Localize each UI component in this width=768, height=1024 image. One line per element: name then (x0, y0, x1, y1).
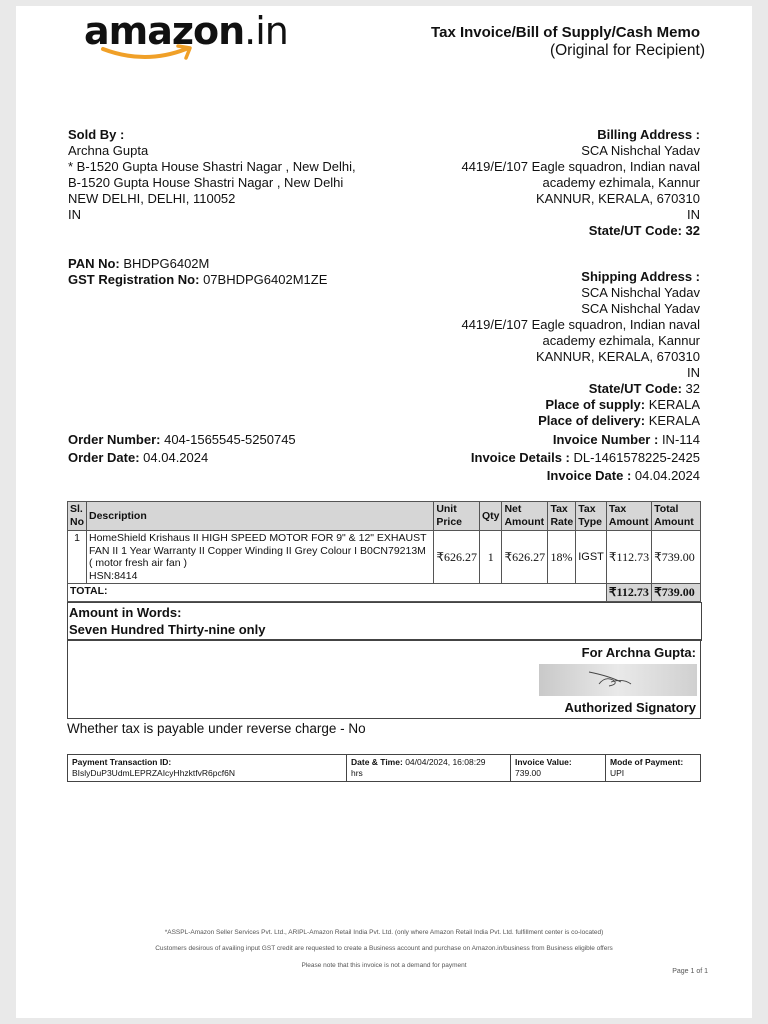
seller-label: Sold By : (68, 127, 125, 142)
table-total-row (68, 584, 701, 602)
shipping-state-code: 32 (685, 381, 700, 396)
item-description: HomeShield Krishaus II HIGH SPEED MOTOR FOR 9" & 12" EXHAUST FAN II 1 Year Warranty II Copper Winding II Grey Colour I B0CN79213M ( motor fresh air fan ) (89, 532, 427, 569)
header-tax-type: Tax Type (576, 502, 607, 531)
header-net-amount: Net Amount (502, 502, 548, 531)
cell-qty: 1 (479, 531, 502, 584)
payment-mode: UPI (610, 768, 625, 778)
billing-address-line-1: 4419/E/107 Eagle squadron, Indian naval (461, 159, 700, 174)
payment-datetime: 04/04/2024, 16:08:29 (405, 757, 486, 767)
cell-total-amount: ₹739.00 (652, 531, 701, 584)
payment-table (67, 754, 701, 782)
invoice-info-block (380, 431, 700, 485)
amazon-smile-icon (100, 43, 196, 63)
amount-in-words-box (67, 602, 702, 641)
seller-country: IN (68, 207, 81, 222)
signatory-for: For Archna Gupta: (581, 645, 696, 660)
shipping-address-line-3: KANNUR, KERALA, 670310 (535, 349, 700, 364)
cell-tax-type: IGST (576, 531, 607, 584)
shipping-country: IN (687, 365, 700, 380)
payment-mode-cell (606, 755, 701, 782)
billing-state-label: State/UT Code: (588, 223, 682, 238)
amount-words-value: Seven Hundred Thirty-nine only (69, 622, 266, 637)
cell-net-amount: ₹626.27 (502, 531, 548, 584)
item-hsn: HSN:8414 (89, 569, 138, 582)
place-of-delivery-label: Place of delivery: (538, 413, 646, 428)
payment-datetime-cell (347, 755, 511, 782)
amount-words-label: Amount in Words: (69, 605, 182, 620)
logo-name: amazon (84, 9, 245, 53)
place-of-delivery: KERALA (648, 413, 700, 428)
table-header-row (68, 502, 701, 531)
payment-mode-label: Mode of Payment: (610, 757, 684, 767)
payment-row (68, 755, 701, 782)
signatory-box (67, 639, 701, 719)
cell-unit-price: ₹626.27 (434, 531, 480, 584)
cell-tax-amount: ₹112.73 (606, 531, 651, 584)
billing-address-line-2: academy ezhimala, Kannur (542, 175, 700, 190)
shipping-state-label: State/UT Code: (588, 381, 682, 396)
billing-name: SCA Nishchal Yadav (581, 143, 700, 158)
seller-block (68, 127, 398, 223)
shipping-address-line-2: academy ezhimala, Kannur (542, 333, 700, 348)
shipping-name-1: SCA Nishchal Yadav (581, 285, 700, 300)
total-amount: ₹739.00 (652, 584, 701, 602)
shipping-label: Shipping Address : (581, 269, 700, 284)
seller-name: Archna Gupta (68, 143, 149, 158)
gst-label: GST Registration No: (68, 272, 200, 287)
order-date-label: Order Date: (68, 450, 140, 465)
cell-tax-rate: 18% (548, 531, 576, 584)
invoice-title: Tax Invoice/Bill of Supply/Cash Memo (431, 24, 700, 41)
pan-label: PAN No: (68, 256, 120, 271)
header-description: Description (87, 502, 434, 531)
payment-txn-label: Payment Transaction ID: (72, 757, 172, 767)
invoice-details: DL-1461578225-2425 (573, 450, 700, 465)
pan-value: BHDPG6402M (123, 256, 210, 271)
payment-txn-cell (68, 755, 347, 782)
shipping-block (400, 269, 700, 429)
header-qty: Qty (479, 502, 502, 531)
order-date: 04.04.2024 (143, 450, 209, 465)
table-row (68, 531, 701, 584)
place-of-supply-label: Place of supply: (545, 397, 646, 412)
payment-value-cell (511, 755, 606, 782)
cell-description (87, 531, 434, 584)
invoice-value-label: Invoice Value: (515, 757, 572, 767)
total-label: TOTAL: (68, 584, 607, 602)
logo-tld: .in (244, 9, 288, 53)
payment-txn-id: BIslyDuP3UdmLEPRZAIcyHhzktfvR6pcf6N (72, 768, 235, 778)
order-block (68, 431, 296, 467)
place-of-supply: KERALA (648, 397, 700, 412)
invoice-date: 04.04.2024 (634, 468, 700, 483)
seller-address-line-3: NEW DELHI, DELHI, 110052 (68, 191, 236, 206)
seller-address-line-1: * B-1520 Gupta House Shastri Nagar , New Delhi, (68, 159, 356, 174)
reverse-charge-note: Whether tax is payable under reverse charge - No (67, 721, 366, 736)
footer-line-3: Please note that this invoice is not a demand for payment (301, 962, 467, 969)
total-tax: ₹112.73 (606, 584, 651, 602)
page-number: Page 1 of 1 (672, 968, 708, 975)
cell-sl: 1 (68, 531, 87, 584)
signature-image (539, 664, 697, 696)
billing-state-code: 32 (685, 223, 700, 238)
billing-country: IN (687, 207, 700, 222)
invoice-number-label: Invoice Number : (552, 432, 659, 447)
seller-address-line-2: B-1520 Gupta House Shastri Nagar , New Delhi (68, 175, 344, 190)
items-table (67, 501, 701, 602)
footer-line-2: Customers desirous of availing input GST credit are requested to create a Business account and purchase on Amazon.in/business from Business eligible offers (155, 945, 613, 952)
header-tax-amount: Tax Amount (606, 502, 651, 531)
invoice-details-label: Invoice Details : (470, 450, 570, 465)
billing-block (400, 127, 700, 239)
footer-line-1: *ASSPL-Amazon Seller Services Pvt. Ltd., ARIPL-Amazon Retail India Pvt. Ltd. (only where Amazon Retail India Pvt. Ltd. fulfillment center is co-located) (164, 929, 604, 936)
invoice-number: IN-114 (661, 432, 700, 447)
billing-address-line-3: KANNUR, KERALA, 670310 (535, 191, 700, 206)
header-unit-price: Unit Price (434, 502, 480, 531)
authorized-signatory: Authorized Signatory (564, 700, 696, 715)
invoice-date-label: Invoice Date : (546, 468, 632, 483)
header-sl: Sl. No (68, 502, 87, 531)
shipping-name-2: SCA Nishchal Yadav (581, 301, 700, 316)
payment-datetime-label: Date & Time: (351, 757, 403, 767)
gst-value: 07BHDPG6402M1ZE (203, 272, 328, 287)
payment-datetime-suffix: hrs (351, 768, 363, 778)
order-number: 404-1565545-5250745 (164, 432, 296, 447)
order-number-label: Order Number: (68, 432, 161, 447)
billing-label: Billing Address : (597, 127, 700, 142)
invoice-subtitle: (Original for Recipient) (549, 42, 705, 59)
tax-id-block (68, 256, 327, 288)
header-total-amount: Total Amount (652, 502, 701, 531)
header-tax-rate: Tax Rate (548, 502, 576, 531)
invoice-value: 739.00 (515, 768, 541, 778)
shipping-address-line-1: 4419/E/107 Eagle squadron, Indian naval (461, 317, 700, 332)
